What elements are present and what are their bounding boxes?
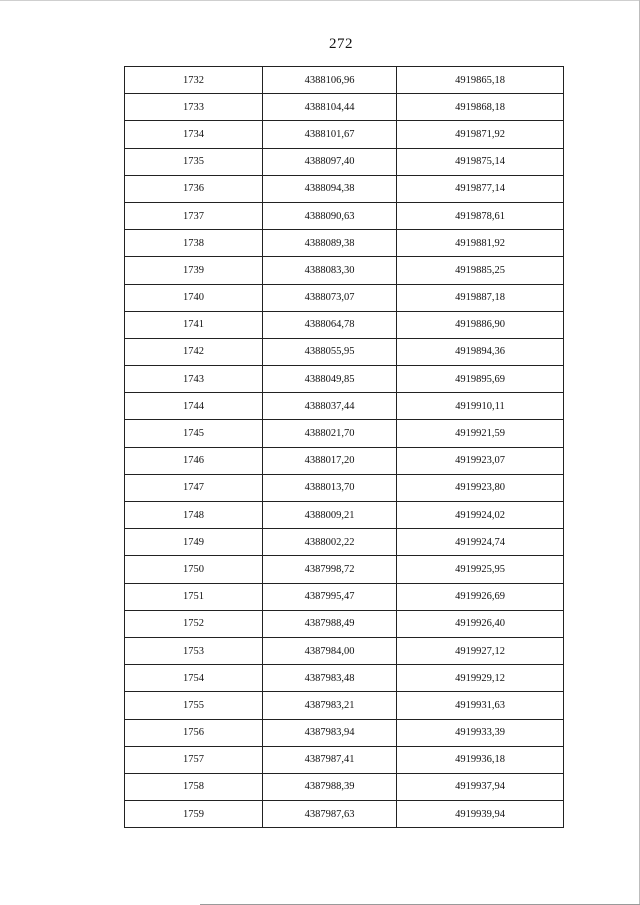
x-coordinate-cell: 4387983,48 bbox=[263, 665, 397, 692]
point-number-cell: 1754 bbox=[125, 665, 263, 692]
table-row bbox=[125, 773, 564, 800]
x-coordinate-cell: 4387995,47 bbox=[263, 583, 397, 610]
coordinates-table-body bbox=[125, 67, 564, 828]
x-coordinate-cell: 4388073,07 bbox=[263, 284, 397, 311]
table-row bbox=[125, 692, 564, 719]
y-coordinate-cell: 4919886,90 bbox=[397, 311, 564, 338]
x-coordinate-cell: 4388013,70 bbox=[263, 474, 397, 501]
y-coordinate-cell: 4919877,14 bbox=[397, 175, 564, 202]
y-coordinate-cell: 4919875,14 bbox=[397, 148, 564, 175]
point-number-cell: 1743 bbox=[125, 366, 263, 393]
x-coordinate-cell: 4387983,94 bbox=[263, 719, 397, 746]
table-row bbox=[125, 719, 564, 746]
x-coordinate-cell: 4388106,96 bbox=[263, 67, 397, 94]
table-row bbox=[125, 202, 564, 229]
table-row bbox=[125, 556, 564, 583]
x-coordinate-cell: 4388083,30 bbox=[263, 257, 397, 284]
x-coordinate-cell: 4388094,38 bbox=[263, 175, 397, 202]
y-coordinate-cell: 4919925,95 bbox=[397, 556, 564, 583]
point-number-cell: 1744 bbox=[125, 393, 263, 420]
x-coordinate-cell: 4388017,20 bbox=[263, 447, 397, 474]
table-row bbox=[125, 447, 564, 474]
point-number-cell: 1737 bbox=[125, 202, 263, 229]
point-number-cell: 1751 bbox=[125, 583, 263, 610]
point-number-cell: 1741 bbox=[125, 311, 263, 338]
x-coordinate-cell: 4387987,41 bbox=[263, 746, 397, 773]
point-number-cell: 1736 bbox=[125, 175, 263, 202]
table-row bbox=[125, 665, 564, 692]
x-coordinate-cell: 4388089,38 bbox=[263, 230, 397, 257]
table-row bbox=[125, 148, 564, 175]
x-coordinate-cell: 4388104,44 bbox=[263, 94, 397, 121]
table-row bbox=[125, 393, 564, 420]
y-coordinate-cell: 4919881,92 bbox=[397, 230, 564, 257]
top-rule bbox=[0, 0, 640, 1]
x-coordinate-cell: 4388021,70 bbox=[263, 420, 397, 447]
table-row bbox=[125, 583, 564, 610]
y-coordinate-cell: 4919868,18 bbox=[397, 94, 564, 121]
table-row bbox=[125, 420, 564, 447]
x-coordinate-cell: 4387988,49 bbox=[263, 610, 397, 637]
point-number-cell: 1758 bbox=[125, 773, 263, 800]
point-number-cell: 1740 bbox=[125, 284, 263, 311]
x-coordinate-cell: 4387987,63 bbox=[263, 801, 397, 828]
page-number: 272 bbox=[329, 36, 353, 52]
point-number-cell: 1755 bbox=[125, 692, 263, 719]
y-coordinate-cell: 4919878,61 bbox=[397, 202, 564, 229]
table-row bbox=[125, 257, 564, 284]
y-coordinate-cell: 4919937,94 bbox=[397, 773, 564, 800]
y-coordinate-cell: 4919931,63 bbox=[397, 692, 564, 719]
y-coordinate-cell: 4919923,07 bbox=[397, 447, 564, 474]
x-coordinate-cell: 4388002,22 bbox=[263, 529, 397, 556]
point-number-cell: 1759 bbox=[125, 801, 263, 828]
table-row bbox=[125, 67, 564, 94]
x-coordinate-cell: 4388090,63 bbox=[263, 202, 397, 229]
table-row bbox=[125, 801, 564, 828]
x-coordinate-cell: 4388009,21 bbox=[263, 502, 397, 529]
coordinates-table bbox=[124, 66, 564, 828]
y-coordinate-cell: 4919927,12 bbox=[397, 637, 564, 664]
x-coordinate-cell: 4387998,72 bbox=[263, 556, 397, 583]
table-row bbox=[125, 474, 564, 501]
y-coordinate-cell: 4919865,18 bbox=[397, 67, 564, 94]
table-row bbox=[125, 94, 564, 121]
point-number-cell: 1756 bbox=[125, 719, 263, 746]
y-coordinate-cell: 4919894,36 bbox=[397, 338, 564, 365]
point-number-cell: 1745 bbox=[125, 420, 263, 447]
point-number-cell: 1733 bbox=[125, 94, 263, 121]
table-row bbox=[125, 502, 564, 529]
x-coordinate-cell: 4388097,40 bbox=[263, 148, 397, 175]
y-coordinate-cell: 4919939,94 bbox=[397, 801, 564, 828]
point-number-cell: 1750 bbox=[125, 556, 263, 583]
point-number-cell: 1738 bbox=[125, 230, 263, 257]
point-number-cell: 1748 bbox=[125, 502, 263, 529]
x-coordinate-cell: 4387988,39 bbox=[263, 773, 397, 800]
table-row bbox=[125, 529, 564, 556]
point-number-cell: 1746 bbox=[125, 447, 263, 474]
table-row bbox=[125, 175, 564, 202]
point-number-cell: 1752 bbox=[125, 610, 263, 637]
point-number-cell: 1739 bbox=[125, 257, 263, 284]
point-number-cell: 1735 bbox=[125, 148, 263, 175]
point-number-cell: 1753 bbox=[125, 637, 263, 664]
x-coordinate-cell: 4388055,95 bbox=[263, 338, 397, 365]
y-coordinate-cell: 4919871,92 bbox=[397, 121, 564, 148]
table-row bbox=[125, 366, 564, 393]
y-coordinate-cell: 4919895,69 bbox=[397, 366, 564, 393]
y-coordinate-cell: 4919923,80 bbox=[397, 474, 564, 501]
y-coordinate-cell: 4919929,12 bbox=[397, 665, 564, 692]
y-coordinate-cell: 4919910,11 bbox=[397, 393, 564, 420]
y-coordinate-cell: 4919887,18 bbox=[397, 284, 564, 311]
y-coordinate-cell: 4919921,59 bbox=[397, 420, 564, 447]
table-row bbox=[125, 230, 564, 257]
y-coordinate-cell: 4919926,40 bbox=[397, 610, 564, 637]
table-row bbox=[125, 338, 564, 365]
y-coordinate-cell: 4919926,69 bbox=[397, 583, 564, 610]
x-coordinate-cell: 4388101,67 bbox=[263, 121, 397, 148]
table-row bbox=[125, 284, 564, 311]
point-number-cell: 1732 bbox=[125, 67, 263, 94]
table-row bbox=[125, 311, 564, 338]
y-coordinate-cell: 4919924,02 bbox=[397, 502, 564, 529]
point-number-cell: 1749 bbox=[125, 529, 263, 556]
table-row bbox=[125, 746, 564, 773]
table-row bbox=[125, 637, 564, 664]
y-coordinate-cell: 4919924,74 bbox=[397, 529, 564, 556]
point-number-cell: 1747 bbox=[125, 474, 263, 501]
x-coordinate-cell: 4387984,00 bbox=[263, 637, 397, 664]
x-coordinate-cell: 4387983,21 bbox=[263, 692, 397, 719]
table-row bbox=[125, 121, 564, 148]
point-number-cell: 1757 bbox=[125, 746, 263, 773]
y-coordinate-cell: 4919936,18 bbox=[397, 746, 564, 773]
x-coordinate-cell: 4388049,85 bbox=[263, 366, 397, 393]
point-number-cell: 1734 bbox=[125, 121, 263, 148]
table-row bbox=[125, 610, 564, 637]
x-coordinate-cell: 4388064,78 bbox=[263, 311, 397, 338]
x-coordinate-cell: 4388037,44 bbox=[263, 393, 397, 420]
y-coordinate-cell: 4919933,39 bbox=[397, 719, 564, 746]
point-number-cell: 1742 bbox=[125, 338, 263, 365]
y-coordinate-cell: 4919885,25 bbox=[397, 257, 564, 284]
